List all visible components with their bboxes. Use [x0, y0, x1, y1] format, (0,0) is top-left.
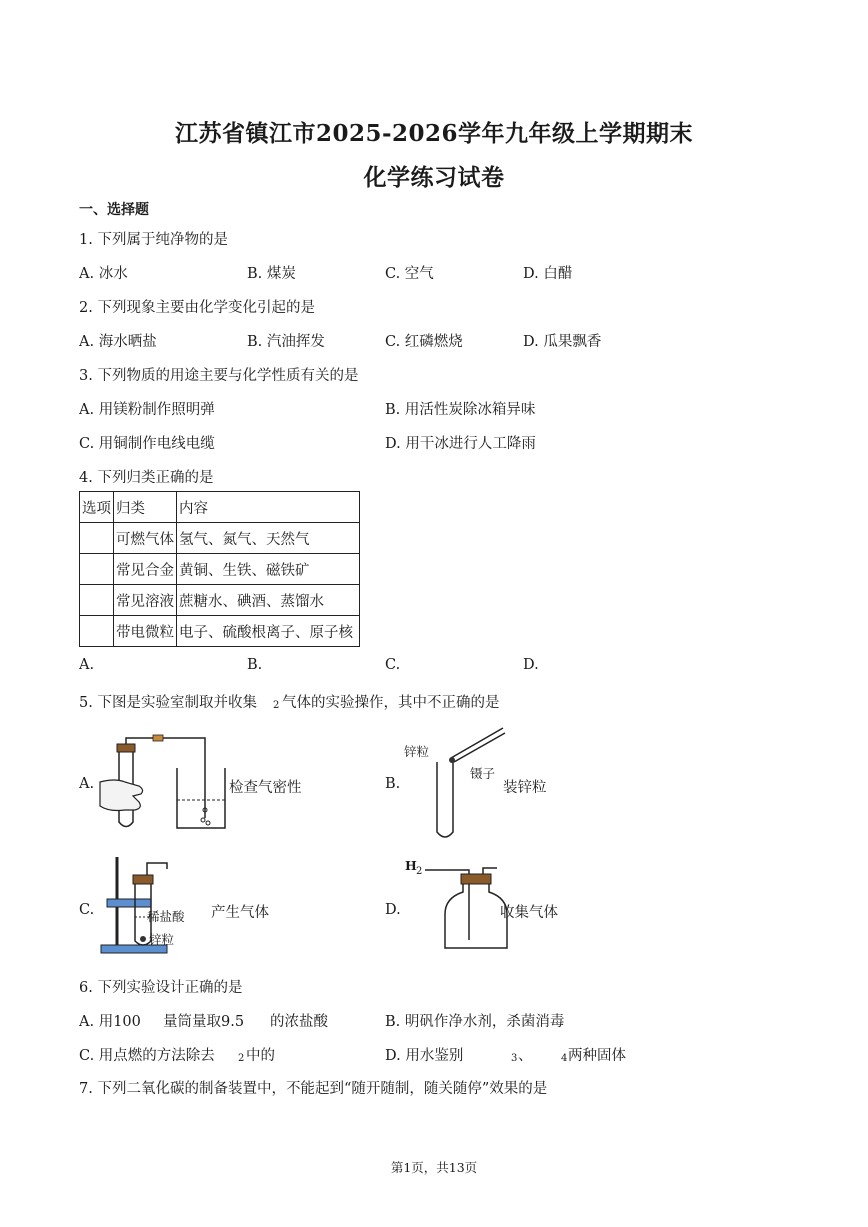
q2-option-c: C. 红磷燃烧 — [385, 334, 463, 350]
table-cell — [80, 523, 114, 554]
q5-stem-part2: 气体的实验操作，其中不正确的是 — [282, 695, 500, 711]
q5-c-label-zinc: 锌粒 — [149, 932, 175, 947]
q5-c-caption: 产生气体 — [211, 905, 269, 921]
page-footer: 第1页，共13页 — [390, 1160, 478, 1175]
q6-option-d-separator: 、 — [518, 1048, 533, 1064]
table-cell — [80, 554, 114, 585]
q6-option-a-part3: 的浓盐酸 — [270, 1014, 328, 1030]
table-cell: 常见合金 — [114, 554, 177, 585]
q1-option-d: D. 白醋 — [523, 266, 573, 282]
table-header-row — [80, 492, 360, 523]
q6-option-d-subscript-2: 4 — [561, 1053, 568, 1064]
q5-d-label-gas: H — [405, 858, 417, 873]
table-header-cell: 内容 — [177, 492, 360, 523]
table-cell: 带电微粒 — [114, 616, 177, 647]
q6-option-a-part2: 量筒量取9.5 — [163, 1014, 245, 1030]
q5-a-letter: A. — [79, 776, 95, 792]
q1-stem: 1. 下列属于纯净物的是 — [79, 232, 228, 248]
add-zinc-figure — [425, 722, 510, 844]
q3-stem: 3. 下列物质的用途主要与化学性质有关的是 — [79, 368, 359, 384]
q4-classification-table — [79, 491, 360, 647]
table-header-cell: 选项 — [80, 492, 114, 523]
table-row — [80, 616, 360, 647]
q5-b-caption: 装锌粒 — [503, 780, 547, 796]
q5-b-label-tweezers: 镊子 — [470, 766, 496, 781]
q4-option-d: D. — [523, 657, 539, 673]
table-cell: 氢气、氮气、天然气 — [177, 523, 360, 554]
q3-option-c: C. 用铜制作电线电缆 — [79, 436, 215, 452]
table-row — [80, 554, 360, 585]
q4-option-c: C. — [385, 657, 401, 673]
q2-option-a: A. 海水晒盐 — [79, 334, 157, 350]
table-row — [80, 523, 360, 554]
q5-d-letter: D. — [385, 902, 401, 918]
q5-c-label-acid: 稀盐酸 — [147, 909, 185, 924]
q4-option-b: B. — [247, 657, 263, 673]
q3-option-d: D. 用干冰进行人工降雨 — [385, 436, 536, 452]
table-cell: 蔗糖水、碘酒、蒸馏水 — [177, 585, 360, 616]
q6-option-b: B. 明矾作净水剂，杀菌消毒 — [385, 1014, 565, 1030]
q3-option-b: B. 用活性炭除冰箱异味 — [385, 402, 536, 418]
q5-stem-subscript: 2 — [273, 700, 280, 711]
q6-option-d-part1: D. 用水鉴别 — [385, 1048, 464, 1064]
q5-c-letter: C. — [79, 902, 95, 918]
q5-d-label-gas-subscript: 2 — [416, 866, 423, 877]
q7-stem: 7. 下列二氧化碳的制备装置中，不能起到“随开随制，随关随停”效果的是 — [79, 1081, 548, 1097]
q4-option-a: A. — [79, 657, 95, 673]
q6-option-c-part1: C. 用点燃的方法除去 — [79, 1048, 215, 1064]
q6-option-d-part2: 两种固体 — [568, 1048, 626, 1064]
table-header-cell: 归类 — [114, 492, 177, 523]
q1-option-a: A. 冰水 — [79, 266, 128, 282]
q6-option-d-subscript-1: 3 — [511, 1053, 518, 1064]
q1-option-c: C. 空气 — [385, 266, 434, 282]
table-cell: 黄铜、生铁、磁铁矿 — [177, 554, 360, 585]
q5-stem-part1: 5. 下图是实验室制取并收集 — [79, 695, 257, 711]
title-line-1: 江苏省镇江市2025-2026学年九年级上学期期末 — [174, 120, 694, 147]
table-cell: 可燃气体 — [114, 523, 177, 554]
q5-a-caption: 检查气密性 — [229, 780, 302, 796]
table-cell — [80, 616, 114, 647]
section-heading: 一、选择题 — [79, 202, 149, 218]
q2-stem: 2. 下列现象主要由化学变化引起的是 — [79, 300, 315, 316]
q6-option-c-subscript: 2 — [238, 1053, 245, 1064]
q5-b-letter: B. — [385, 776, 401, 792]
collect-gas-figure — [425, 856, 505, 956]
q6-stem: 6. 下列实验设计正确的是 — [79, 980, 243, 996]
q1-option-b: B. 煤炭 — [247, 266, 296, 282]
q2-option-d: D. 瓜果飘香 — [523, 334, 602, 350]
q5-d-caption: 收集气体 — [500, 905, 558, 921]
table-cell: 电子、硫酸根离子、原子核 — [177, 616, 360, 647]
q3-option-a: A. 用镁粉制作照明弹 — [79, 402, 215, 418]
q6-option-c-part2: 中的 — [246, 1048, 275, 1064]
q5-b-label-zinc: 锌粒 — [404, 744, 430, 759]
table-row — [80, 585, 360, 616]
table-cell: 常见溶液 — [114, 585, 177, 616]
airtightness-check-figure — [95, 730, 230, 835]
title-line-2: 化学练习试卷 — [363, 164, 505, 191]
q6-option-a-part1: A. 用100 — [79, 1014, 141, 1030]
q4-stem: 4. 下列归类正确的是 — [79, 470, 214, 486]
q2-option-b: B. 汽油挥发 — [247, 334, 325, 350]
table-cell — [80, 585, 114, 616]
